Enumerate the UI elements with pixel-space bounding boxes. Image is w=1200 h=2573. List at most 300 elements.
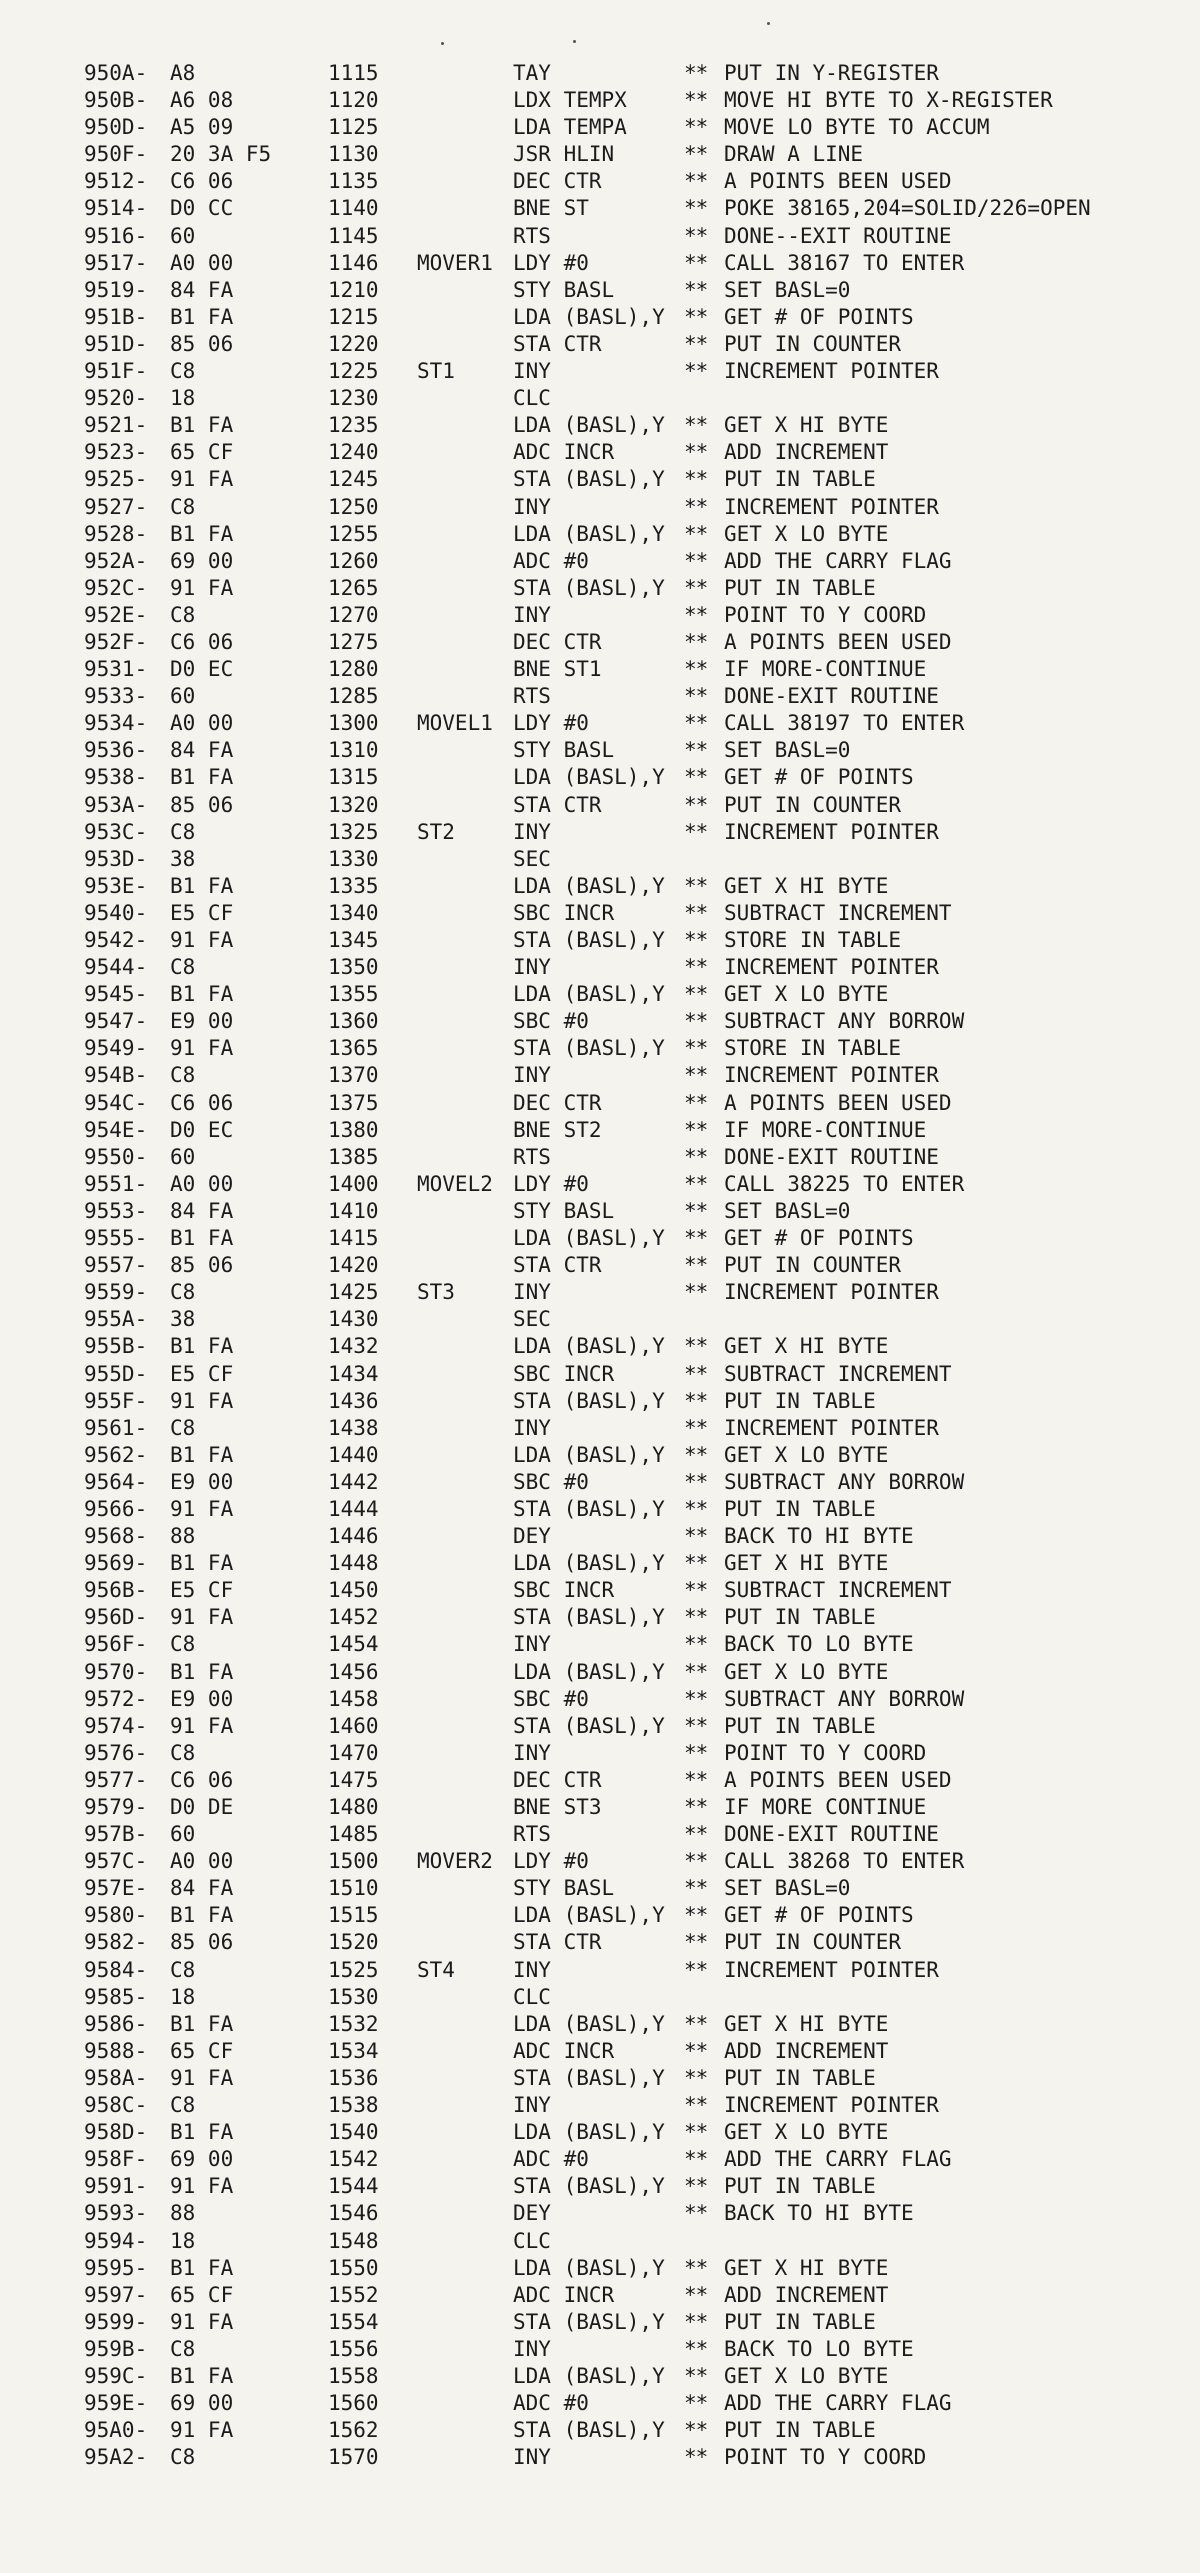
line-number: 1145 <box>328 223 379 248</box>
opcode-bytes: C8 <box>170 955 196 980</box>
line-number: 1552 <box>328 2282 379 2307</box>
address: 951D- <box>84 331 148 356</box>
instruction: INY <box>513 819 551 844</box>
comment-text: PUT IN Y-REGISTER <box>724 61 939 85</box>
opcode-bytes: 69 00 <box>170 548 234 573</box>
comment-marker: ** <box>684 982 708 1007</box>
opcode-bytes: 91 FA <box>170 1496 234 1521</box>
opcode-bytes: A0 00 <box>170 1849 234 1874</box>
line-number: 1375 <box>328 1090 379 1115</box>
comment-text: POINT TO Y COORD <box>724 1740 927 1765</box>
comment-marker: ** <box>684 1171 708 1196</box>
listing-row <box>84 358 1194 385</box>
comment-marker: ** <box>684 359 708 384</box>
address: 9593- <box>84 2201 148 2226</box>
comment-text: DONE-EXIT ROUTINE <box>724 1144 939 1169</box>
opcode-bytes: B1 FA <box>170 2011 234 2036</box>
comment-marker: ** <box>684 1903 708 1928</box>
comment-text: ADD INCREMENT <box>724 440 889 465</box>
address: 9574- <box>84 1713 148 1738</box>
address: 951F- <box>84 359 148 384</box>
comment-text: IF MORE-CONTINUE <box>724 657 927 682</box>
comment-marker: ** <box>684 629 708 654</box>
comment-text: INCREMENT POINTER <box>724 359 939 384</box>
listing-row <box>84 2363 1194 2390</box>
opcode-bytes: B1 FA <box>170 2255 234 2280</box>
comment-marker: ** <box>684 2174 708 2199</box>
listing-row <box>84 2390 1194 2417</box>
instruction: STY BASL <box>513 738 615 763</box>
comment-text: GET X LO BYTE <box>724 2363 889 2388</box>
comment-text: INCREMENT POINTER <box>724 2093 939 2118</box>
comment-text: SUBTRACT ANY BORROW <box>724 1009 965 1034</box>
instruction: DEC CTR <box>513 169 602 194</box>
comment-marker: ** <box>684 1930 708 1955</box>
comment-marker: ** <box>684 1767 708 1792</box>
instruction: LDA (BASL),Y <box>513 1226 665 1251</box>
comment-marker: ** <box>684 2147 708 2172</box>
address: 9551- <box>84 1171 148 1196</box>
line-number: 1556 <box>328 2336 379 2361</box>
opcode-bytes: C8 <box>170 1957 196 1982</box>
comment-text: SET BASL=0 <box>724 1876 851 1901</box>
comment-marker: ** <box>684 1876 708 1901</box>
address: 9566- <box>84 1496 148 1521</box>
opcode-bytes: 85 06 <box>170 331 234 356</box>
assembly-listing <box>84 60 1194 2471</box>
instruction: LDA (BASL),Y <box>513 765 665 790</box>
line-number: 1315 <box>328 765 379 790</box>
comment-marker: ** <box>684 548 708 573</box>
line-number: 1235 <box>328 413 379 438</box>
opcode-bytes: 69 00 <box>170 2147 234 2172</box>
instruction: STA CTR <box>513 1930 602 1955</box>
listing-row <box>84 331 1194 358</box>
line-number: 1452 <box>328 1605 379 1630</box>
opcode-bytes: E9 00 <box>170 1009 234 1034</box>
listing-row <box>84 2255 1194 2282</box>
line-number: 1240 <box>328 440 379 465</box>
line-number: 1534 <box>328 2038 379 2063</box>
line-number: 1525 <box>328 1957 379 1982</box>
line-number: 1265 <box>328 575 379 600</box>
listing-row <box>84 1577 1194 1604</box>
listing-row <box>84 1631 1194 1658</box>
code-label: ST3 <box>417 1280 455 1305</box>
listing-row <box>84 737 1194 764</box>
comment-text: MOVE HI BYTE TO X-REGISTER <box>724 88 1053 113</box>
address: 9549- <box>84 1036 148 1061</box>
comment-text: INCREMENT POINTER <box>724 1063 939 1088</box>
address: 953A- <box>84 792 148 817</box>
line-number: 1432 <box>328 1334 379 1359</box>
instruction: ADC #0 <box>513 2147 589 2172</box>
comment-marker: ** <box>684 1795 708 1819</box>
instruction: STA CTR <box>513 1253 602 1278</box>
comment-marker: ** <box>684 2255 708 2280</box>
comment-text: PUT IN TABLE <box>724 1713 876 1738</box>
listing-row <box>84 846 1194 873</box>
comment-text: PUT IN TABLE <box>724 1388 876 1413</box>
opcode-bytes: 60 <box>170 684 196 709</box>
comment-text: GET X LO BYTE <box>724 2120 889 2145</box>
line-number: 1485 <box>328 1822 379 1847</box>
instruction: LDY #0 <box>513 711 589 736</box>
opcode-bytes: 65 CF <box>170 2282 234 2307</box>
instruction: LDA TEMPA <box>513 115 627 140</box>
comment-text: SUBTRACT INCREMENT <box>724 900 952 925</box>
address: 959E- <box>84 2391 148 2416</box>
comment-text: PUT IN TABLE <box>724 2174 876 2199</box>
comment-text: A POINTS BEEN USED <box>724 1090 952 1115</box>
address: 956D- <box>84 1605 148 1630</box>
line-number: 1365 <box>328 1036 379 1061</box>
line-number: 1220 <box>328 331 379 356</box>
comment-text: CALL 38167 TO ENTER <box>724 250 965 275</box>
comment-text: STORE IN TABLE <box>724 1036 902 1061</box>
comment-text: DONE-EXIT ROUTINE <box>724 684 939 709</box>
line-number: 1538 <box>328 2093 379 2118</box>
line-number: 1570 <box>328 2445 379 2470</box>
code-label: ST4 <box>417 1957 455 1982</box>
opcode-bytes: 20 3A F5 <box>170 142 272 167</box>
listing-row <box>84 1388 1194 1415</box>
opcode-bytes: A0 00 <box>170 711 234 736</box>
opcode-bytes: C8 <box>170 1280 196 1305</box>
comment-text: DONE--EXIT ROUTINE <box>724 223 952 248</box>
comment-text: A POINTS BEEN USED <box>724 629 952 654</box>
comment-text: GET # OF POINTS <box>724 304 914 329</box>
instruction: DEY <box>513 2201 551 2226</box>
opcode-bytes: B1 FA <box>170 1551 234 1576</box>
instruction: INY <box>513 1632 551 1657</box>
instruction: RTS <box>513 1144 551 1169</box>
opcode-bytes: 84 FA <box>170 738 234 763</box>
line-number: 1440 <box>328 1442 379 1467</box>
listing-row <box>84 1171 1194 1198</box>
line-number: 1415 <box>328 1226 379 1251</box>
comment-marker: ** <box>684 2093 708 2118</box>
listing-row <box>84 277 1194 304</box>
listing-row <box>84 2444 1194 2471</box>
comment-marker: ** <box>684 2282 708 2307</box>
line-number: 1475 <box>328 1767 379 1792</box>
comment-marker: ** <box>684 521 708 546</box>
instruction: INY <box>513 359 551 384</box>
line-number: 1532 <box>328 2011 379 2036</box>
line-number: 1458 <box>328 1686 379 1711</box>
opcode-bytes: E5 CF <box>170 900 234 925</box>
line-number: 1430 <box>328 1307 379 1332</box>
instruction: STA CTR <box>513 792 602 817</box>
opcode-bytes: 85 06 <box>170 792 234 817</box>
address: 950D- <box>84 115 148 140</box>
comment-marker: ** <box>684 304 708 329</box>
comment-marker: ** <box>684 223 708 248</box>
address: 9531- <box>84 657 148 682</box>
listing-row <box>84 1117 1194 1144</box>
opcode-bytes: E5 CF <box>170 1361 234 1386</box>
instruction: INY <box>513 1415 551 1440</box>
listing-row <box>84 1279 1194 1306</box>
listing-row <box>84 1523 1194 1550</box>
address: 9576- <box>84 1740 148 1765</box>
address: 955F- <box>84 1388 148 1413</box>
comment-text: INCREMENT POINTER <box>724 1415 939 1440</box>
comment-marker: ** <box>684 1551 708 1576</box>
line-number: 1420 <box>328 1253 379 1278</box>
listing-row <box>84 1361 1194 1388</box>
line-number: 1140 <box>328 196 379 221</box>
opcode-bytes: B1 FA <box>170 1334 234 1359</box>
opcode-bytes: 84 FA <box>170 277 234 302</box>
address: 9536- <box>84 738 148 763</box>
listing-row <box>84 1902 1194 1929</box>
address: 955A- <box>84 1307 148 1332</box>
instruction: DEC CTR <box>513 1090 602 1115</box>
opcode-bytes: 84 FA <box>170 1198 234 1223</box>
comment-text: CALL 38268 TO ENTER <box>724 1849 965 1874</box>
instruction: CLC <box>513 1984 551 2009</box>
instruction: JSR HLIN <box>513 142 615 167</box>
opcode-bytes: D0 EC <box>170 1117 234 1142</box>
instruction: STY BASL <box>513 277 615 302</box>
comment-marker: ** <box>684 142 708 167</box>
instruction: BNE ST <box>513 196 589 221</box>
comment-marker: ** <box>684 1442 708 1467</box>
address: 956F- <box>84 1632 148 1657</box>
instruction: STA (BASL),Y <box>513 928 665 952</box>
comment-marker: ** <box>684 1496 708 1521</box>
listing-row <box>84 2200 1194 2227</box>
line-number: 1515 <box>328 1903 379 1928</box>
comment-marker: ** <box>684 2445 708 2470</box>
comment-text: INCREMENT POINTER <box>724 819 939 844</box>
opcode-bytes: B1 FA <box>170 873 234 898</box>
line-number: 1300 <box>328 711 379 736</box>
instruction: DEC CTR <box>513 629 602 654</box>
comment-text: GET # OF POINTS <box>724 1903 914 1928</box>
listing-row <box>84 1659 1194 1686</box>
opcode-bytes: A0 00 <box>170 250 234 275</box>
address: 952F- <box>84 629 148 654</box>
address: 958D- <box>84 2120 148 2145</box>
comment-text: INCREMENT POINTER <box>724 494 939 519</box>
instruction: INY <box>513 1063 551 1088</box>
print-speck <box>573 40 576 43</box>
address: 9559- <box>84 1280 148 1305</box>
opcode-bytes: A0 00 <box>170 1171 234 1196</box>
comment-text: POINT TO Y COORD <box>724 2445 927 2470</box>
opcode-bytes: C6 06 <box>170 629 234 654</box>
address: 955B- <box>84 1334 148 1359</box>
comment-marker: ** <box>684 2011 708 2036</box>
line-number: 1120 <box>328 88 379 113</box>
opcode-bytes: D0 CC <box>170 196 234 221</box>
opcode-bytes: 91 FA <box>170 575 234 600</box>
line-number: 1215 <box>328 304 379 329</box>
opcode-bytes: B1 FA <box>170 982 234 1007</box>
instruction: LDX TEMPX <box>513 88 627 113</box>
comment-marker: ** <box>684 1198 708 1223</box>
address: 9582- <box>84 1930 148 1955</box>
comment-text: PUT IN TABLE <box>724 1496 876 1521</box>
listing-row <box>84 1957 1194 1984</box>
listing-row <box>84 60 1194 87</box>
opcode-bytes: 91 FA <box>170 2418 234 2443</box>
comment-marker: ** <box>684 1686 708 1711</box>
instruction: ADC #0 <box>513 2391 589 2416</box>
instruction: SEC <box>513 846 551 871</box>
comment-text: GET X HI BYTE <box>724 2255 889 2280</box>
line-number: 1350 <box>328 955 379 980</box>
comment-text: GET X LO BYTE <box>724 982 889 1007</box>
address: 959B- <box>84 2336 148 2361</box>
instruction: SBC #0 <box>513 1686 589 1711</box>
address: 9540- <box>84 900 148 925</box>
comment-marker: ** <box>684 2201 708 2226</box>
address: 9534- <box>84 711 148 736</box>
comment-marker: ** <box>684 413 708 438</box>
address: 9570- <box>84 1659 148 1684</box>
address: 9572- <box>84 1686 148 1711</box>
listing-row <box>84 683 1194 710</box>
comment-marker: ** <box>684 873 708 898</box>
comment-marker: ** <box>684 61 708 85</box>
opcode-bytes: A8 <box>170 61 196 85</box>
instruction: BNE ST3 <box>513 1795 602 1819</box>
address: 953C- <box>84 819 148 844</box>
address: 957E- <box>84 1876 148 1901</box>
opcode-bytes: 85 06 <box>170 1253 234 1278</box>
address: 9514- <box>84 196 148 221</box>
instruction: STA (BASL),Y <box>513 2309 665 2334</box>
listing-row <box>84 1035 1194 1062</box>
listing-row <box>84 2282 1194 2309</box>
instruction: INY <box>513 955 551 980</box>
line-number: 1562 <box>328 2418 379 2443</box>
address: 9594- <box>84 2228 148 2253</box>
comment-text: DONE-EXIT ROUTINE <box>724 1822 939 1847</box>
line-number: 1325 <box>328 819 379 844</box>
comment-marker: ** <box>684 467 708 492</box>
comment-marker: ** <box>684 115 708 140</box>
instruction: STA (BASL),Y <box>513 2065 665 2090</box>
code-label: MOVEL1 <box>417 711 493 736</box>
opcode-bytes: B1 FA <box>170 1659 234 1684</box>
address: 951B- <box>84 304 148 329</box>
address: 9568- <box>84 1524 148 1549</box>
listing-row <box>84 1713 1194 1740</box>
address: 9544- <box>84 955 148 980</box>
instruction: BNE ST1 <box>513 657 602 682</box>
instruction: RTS <box>513 223 551 248</box>
comment-text: DRAW A LINE <box>724 142 864 167</box>
opcode-bytes: 38 <box>170 1307 196 1332</box>
instruction: LDA (BASL),Y <box>513 521 665 546</box>
instruction: STA (BASL),Y <box>513 467 665 492</box>
print-speck <box>767 22 770 25</box>
line-number: 1250 <box>328 494 379 519</box>
comment-text: GET # OF POINTS <box>724 1226 914 1251</box>
opcode-bytes: 85 06 <box>170 1930 234 1955</box>
opcode-bytes: 65 CF <box>170 2038 234 2063</box>
comment-marker: ** <box>684 250 708 275</box>
listing-row <box>84 1198 1194 1225</box>
instruction: LDA (BASL),Y <box>513 1442 665 1467</box>
listing-row <box>84 1604 1194 1631</box>
opcode-bytes: B1 FA <box>170 304 234 329</box>
address: 953E- <box>84 873 148 898</box>
listing-row <box>84 1144 1194 1171</box>
opcode-bytes: C8 <box>170 2445 196 2470</box>
address: 9562- <box>84 1442 148 1467</box>
address: 9553- <box>84 1198 148 1223</box>
listing-row <box>84 494 1194 521</box>
address: 956B- <box>84 1578 148 1603</box>
address: 9561- <box>84 1415 148 1440</box>
line-number: 1546 <box>328 2201 379 2226</box>
line-number: 1146 <box>328 250 379 275</box>
listing-row <box>84 1008 1194 1035</box>
comment-text: PUT IN TABLE <box>724 2065 876 2090</box>
listing-row <box>84 1442 1194 1469</box>
comment-marker: ** <box>684 1334 708 1359</box>
opcode-bytes: B1 FA <box>170 1903 234 1928</box>
address: 9545- <box>84 982 148 1007</box>
listing-row <box>84 168 1194 195</box>
instruction: BNE ST2 <box>513 1117 602 1142</box>
address: 95A2- <box>84 2445 148 2470</box>
comment-text: GET X LO BYTE <box>724 1659 889 1684</box>
instruction: LDA (BASL),Y <box>513 2120 665 2145</box>
comment-marker: ** <box>684 1090 708 1115</box>
listing-row <box>84 1686 1194 1713</box>
comment-text: A POINTS BEEN USED <box>724 1767 952 1792</box>
instruction: LDY #0 <box>513 1849 589 1874</box>
listing-row <box>84 521 1194 548</box>
listing-row <box>84 792 1194 819</box>
opcode-bytes: 91 FA <box>170 1605 234 1630</box>
comment-text: ADD THE CARRY FLAG <box>724 2391 952 2416</box>
line-number: 1544 <box>328 2174 379 2199</box>
comment-marker: ** <box>684 1063 708 1088</box>
listing-row <box>84 1740 1194 1767</box>
opcode-bytes: A5 09 <box>170 115 234 140</box>
comment-text: PUT IN COUNTER <box>724 1253 902 1278</box>
opcode-bytes: 18 <box>170 386 196 411</box>
opcode-bytes: D0 EC <box>170 657 234 682</box>
code-label: MOVER2 <box>417 1849 493 1874</box>
comment-text: BACK TO HI BYTE <box>724 1524 914 1549</box>
opcode-bytes: E9 00 <box>170 1686 234 1711</box>
opcode-bytes: 18 <box>170 2228 196 2253</box>
listing-row <box>84 764 1194 791</box>
comment-marker: ** <box>684 792 708 817</box>
listing-row <box>84 2309 1194 2336</box>
line-number: 1560 <box>328 2391 379 2416</box>
address: 9517- <box>84 250 148 275</box>
line-number: 1115 <box>328 61 379 85</box>
comment-text: SUBTRACT ANY BORROW <box>724 1469 965 1494</box>
listing-row <box>84 2146 1194 2173</box>
address: 9520- <box>84 386 148 411</box>
address: 958C- <box>84 2093 148 2118</box>
line-number: 1450 <box>328 1578 379 1603</box>
line-number: 1400 <box>328 1171 379 1196</box>
opcode-bytes: B1 FA <box>170 413 234 438</box>
opcode-bytes: 84 FA <box>170 1876 234 1901</box>
